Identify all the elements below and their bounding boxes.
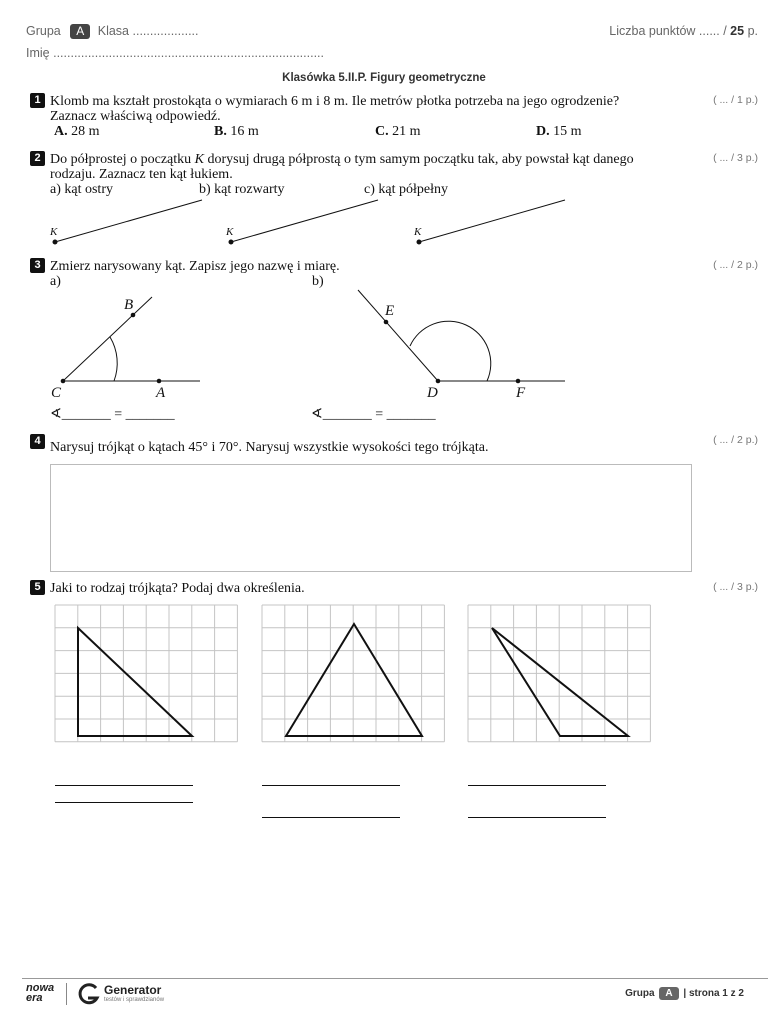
footer-divider — [22, 978, 768, 979]
q5-answer-3b[interactable] — [468, 817, 606, 818]
group-badge: A — [70, 24, 90, 39]
q5-triangle-1 — [78, 628, 192, 736]
footer-page-info: Grupa A | strona 1 z 2 — [625, 988, 744, 999]
question-2-text: Do półprostej o początku K dorysuj drugą półprostą o tym samym początku tak, aby powstał kąt danego rodzaju. Zaznacz ten kąt łukiem. — [50, 152, 634, 182]
name-label: Imię — [26, 46, 50, 60]
question-2-points: ( ... / 3 p.) — [713, 152, 758, 164]
q1-option-a[interactable]: A. 28 m — [54, 124, 100, 139]
q2-label-k-a: K — [50, 226, 58, 238]
question-3-text: Zmierz narysowany kąt. Zapisz jego nazwę i miarę. — [50, 259, 340, 274]
group-label: Grupa — [26, 24, 61, 38]
generator-title: Generator — [104, 983, 162, 997]
page-title: Klasówka 5.II.P. Figury geometryczne — [282, 72, 486, 84]
q2-part-b: b) kąt rozwarty — [199, 182, 285, 197]
q2-part-a: a) kąt ostry — [50, 182, 113, 197]
points-label: Liczba punktów ...... / — [609, 24, 727, 38]
question-1-line1: Klomb ma kształt prostokąta o wymiarach 6 m i 8 m. Ile metrów płotka potrzeba na jego ogrodzenie? — [50, 94, 620, 109]
question-4-number: 4 — [30, 434, 45, 449]
q3-part-a: a) — [50, 274, 61, 289]
generator-subtitle: testów i sprawdzianów — [104, 997, 165, 1003]
points-total: 25 — [730, 24, 745, 38]
q5-answer-2a[interactable] — [262, 785, 400, 786]
question-3-points: ( ... / 2 p.) — [713, 259, 758, 271]
q3b-label-d: D — [427, 385, 438, 401]
q1-option-d[interactable]: D. 15 m — [536, 124, 582, 139]
question-5-text: Jaki to rodzaj trójkąta? Podaj dwa określenia. — [50, 581, 305, 596]
question-2-line2: rodzaju. Zaznacz ten kąt łukiem. — [50, 167, 233, 182]
question-4-text: Narysuj trójkąt o kątach 45° i 70°. Narysuj wszystkie wysokości tego trójkąta. — [50, 440, 489, 455]
question-1-line2: Zaznacz właściwą odpowiedź. — [50, 109, 221, 124]
nowa-era-logo: nowa era — [26, 982, 55, 1004]
question-1-number: 1 — [30, 93, 45, 108]
generator-icon — [76, 982, 102, 1006]
points-suffix: p. — [747, 24, 758, 38]
q5-answer-2b[interactable] — [262, 817, 400, 818]
q5-triangle-3 — [492, 628, 628, 736]
q3a-label-a: A — [156, 385, 166, 401]
class-label: Klasa — [97, 24, 130, 38]
class-field[interactable]: ................... — [132, 24, 199, 38]
q2-label-k-c: K — [414, 226, 422, 238]
question-2-number: 2 — [30, 151, 45, 166]
q3a-label-c: C — [51, 385, 62, 401]
footer-group-badge: A — [659, 987, 678, 1000]
q2-part-c: c) kąt półpełny — [364, 182, 448, 197]
q5-answer-1b[interactable] — [55, 802, 193, 803]
q3b-label-e: E — [385, 303, 395, 319]
q3b-label-f: F — [516, 385, 526, 401]
question-1-points: ( ... / 1 p.) — [713, 94, 758, 106]
q5-answer-1a[interactable] — [55, 785, 193, 786]
question-3-number: 3 — [30, 258, 45, 273]
q3a-answer[interactable]: ∢_______ = _______ — [50, 407, 175, 422]
question-5-number: 5 — [30, 580, 45, 595]
q3-part-b: b) — [312, 274, 324, 289]
q5-answer-3a[interactable] — [468, 785, 606, 786]
question-5-points: ( ... / 3 p.) — [713, 581, 758, 593]
footer-logo-divider — [66, 983, 67, 1005]
q3b-answer[interactable]: ∢_______ = _______ — [311, 407, 436, 422]
q1-option-c[interactable]: C. 21 m — [375, 124, 421, 139]
q3a-label-b: B — [124, 297, 134, 313]
q2-label-k-b: K — [226, 226, 234, 238]
q1-option-b[interactable]: B. 16 m — [214, 124, 259, 139]
name-field[interactable]: .............................................................................. — [53, 46, 324, 60]
question-4-points: ( ... / 2 p.) — [713, 434, 758, 446]
